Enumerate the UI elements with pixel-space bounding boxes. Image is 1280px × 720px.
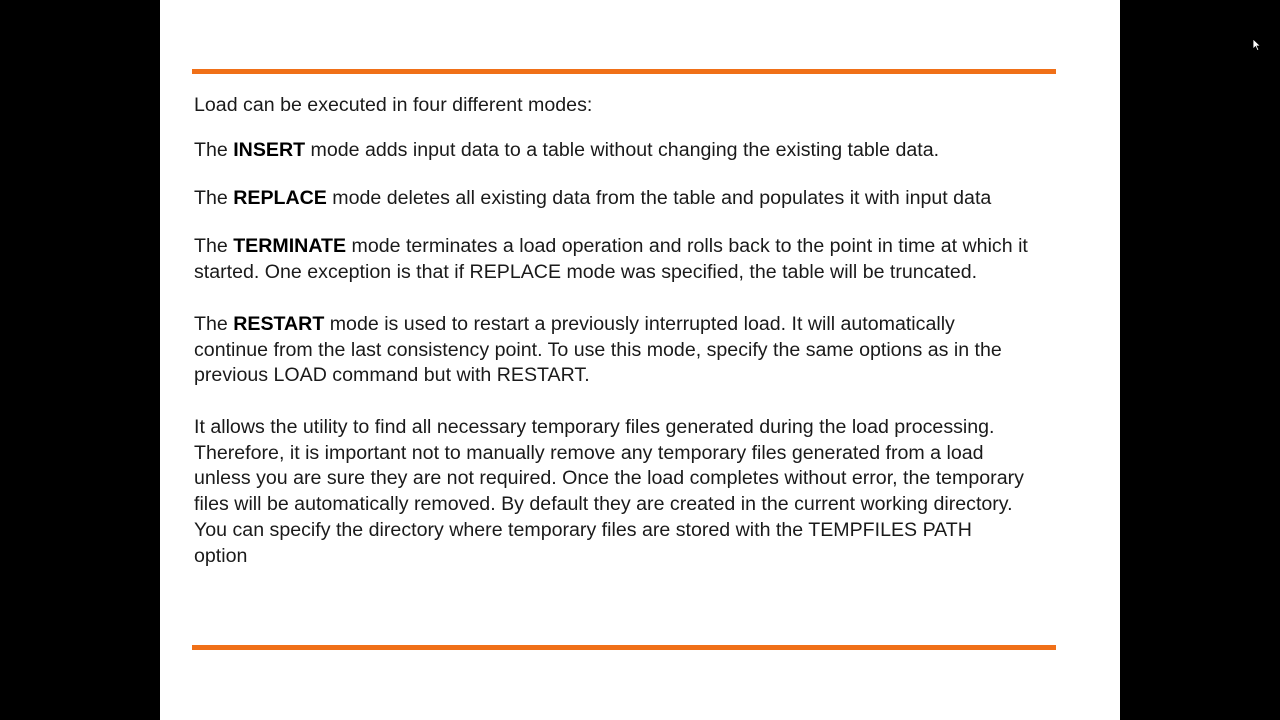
terminate-mode-paragraph xyxy=(194,234,1109,285)
restart-keyword: RESTART xyxy=(233,313,325,335)
replace-description: mode deletes all existing data from the table and populates it with input data xyxy=(326,187,992,209)
restart-line-1 xyxy=(194,312,1109,338)
insert-lead: The xyxy=(194,139,234,161)
tempfiles-line-4: files will be automatically removed. By default they are created in the current working directory. xyxy=(194,493,1013,516)
restart-mode-paragraph xyxy=(194,312,1109,389)
tempfiles-paragraph xyxy=(194,415,1109,569)
tempfiles-line-3: unless you are sure they are not required. Once the load completes without error, the temporary xyxy=(194,467,1024,490)
terminate-line-2: started. One exception is that if REPLACE mode was specified, the table will be truncated. xyxy=(194,260,978,283)
insert-mode-paragraph xyxy=(194,138,1109,164)
restart-description: mode is used to restart a previously interrupted load. It will automatically xyxy=(324,313,955,335)
restart-line-2: continue from the last consistency point. To use this mode, specify the same options as in the xyxy=(194,338,1002,361)
restart-lead: The xyxy=(194,313,234,335)
intro-text xyxy=(194,93,1109,119)
restart-line-3: previous LOAD command but with RESTART. xyxy=(194,364,590,387)
terminate-description: mode terminates a load operation and rolls back to the point in time at which it xyxy=(346,235,1028,257)
tempfiles-line-5: You can specify the directory where temporary files are stored with the TEMPFILES PATH xyxy=(194,518,972,541)
bottom-accent-rule xyxy=(192,645,1056,650)
terminate-lead: The xyxy=(194,235,234,257)
slide xyxy=(160,0,1120,720)
insert-description: mode adds input data to a table without changing the existing table data. xyxy=(305,139,940,161)
tempfiles-line-2: Therefore, it is important not to manually remove any temporary files generated from a load xyxy=(194,441,984,464)
mouse-pointer-icon xyxy=(1252,38,1262,52)
replace-lead: The xyxy=(194,187,234,209)
tempfiles-line-1: It allows the utility to find all necessary temporary files generated during the load processing. xyxy=(194,416,995,438)
tempfiles-line-6: option xyxy=(194,544,248,567)
top-accent-rule xyxy=(192,69,1056,74)
insert-keyword: INSERT xyxy=(233,139,306,161)
replace-mode-paragraph xyxy=(194,186,1109,212)
terminate-keyword: TERMINATE xyxy=(233,235,347,257)
replace-keyword: REPLACE xyxy=(233,187,327,209)
intro-line: Load can be executed in four different modes: xyxy=(194,94,593,116)
terminate-line-1 xyxy=(194,234,1109,260)
